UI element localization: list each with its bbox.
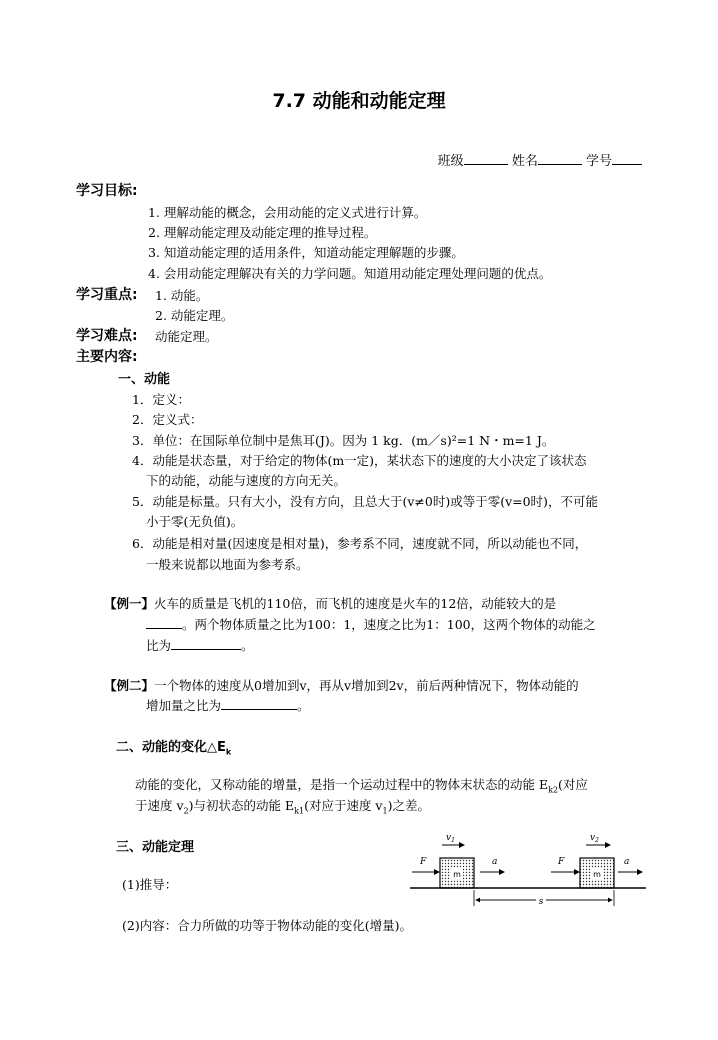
mass-label-left: m	[453, 870, 461, 879]
section2-sub: k2	[548, 785, 559, 795]
example2-line2	[146, 696, 310, 714]
v2-letter: v	[590, 833, 596, 843]
accel-label-right: a	[624, 857, 630, 867]
example2-label: 【例二】	[104, 678, 155, 693]
example2-text: 。	[297, 698, 310, 713]
mass-label-right: m	[593, 870, 601, 879]
v1-sub: 1	[451, 837, 455, 844]
v2-sub: 2	[595, 837, 599, 844]
section2-text: 动能的变化，又称动能的增量，是指一个运动过程中的物体末状态的动能 E	[135, 777, 549, 792]
example2-text: 一个物体的速度从0增加到v，再从v增加到2v，前后两种情况下，物体动能的	[154, 678, 579, 693]
key-point-item: 2. 动能定理。	[155, 308, 234, 323]
page-title: 7.7 动能和动能定理	[272, 90, 446, 112]
id-blank[interactable]	[612, 152, 642, 165]
key-point-item: 1. 动能。	[155, 288, 209, 303]
example1-text: 。	[241, 638, 254, 653]
objective-item: 1. 理解动能的概念，会用动能的定义式进行计算。	[148, 205, 427, 220]
section1-item: 4．动能是状态量，对于给定的物体(m一定)，某状态下的速度的大小决定了该状态	[132, 453, 587, 468]
objective-item: 3. 知道动能定理的适用条件，知道动能定理解题的步骤。	[148, 245, 464, 260]
objectives-heading: 学习目标:	[76, 183, 138, 199]
section2-text: (对应	[558, 777, 588, 792]
section2-sub: k1	[294, 806, 305, 816]
section1-item: 一般来说都以地面为参考系。	[146, 557, 309, 572]
section3-heading: 三、动能定理	[116, 840, 195, 855]
main-content-heading: 主要内容:	[76, 349, 138, 365]
section2-sub: 1	[382, 806, 388, 816]
example1-label: 【例一】	[104, 596, 155, 611]
section1-item: 下的动能，动能与速度的方向无关。	[146, 473, 347, 488]
id-label: 学号	[585, 154, 612, 169]
objective-item: 2. 理解动能定理及动能定理的推导过程。	[148, 225, 377, 240]
section1-item: 2．定义式：	[132, 412, 203, 427]
example2-answer-blank[interactable]	[221, 698, 297, 710]
example1-text: 火车的质量是飞机的110倍，而飞机的速度是火车的12倍，动能较大的是	[154, 596, 557, 611]
section2-text: (对应于速度 v	[304, 798, 383, 813]
section1-item: 6．动能是相对量(因速度是相对量)，参考系不同，速度就不同，所以动能也不同，	[132, 536, 588, 551]
objective-item: 4. 会用动能定理解决有关的力学问题。知道用动能定理处理问题的优点。	[148, 266, 552, 281]
example1-answer-blank[interactable]	[146, 617, 182, 629]
force-label-right: F	[558, 857, 565, 867]
motion-diagram	[408, 826, 648, 912]
section1-item: 5．动能是标量。只有大小，没有方向，且总大于(v≠0时)或等于零(v=0时)，不可能	[132, 494, 598, 509]
theorem-content: (2)内容：合力所做的功等于物体动能的变化(增量)。	[122, 918, 412, 933]
example1-line2	[146, 615, 596, 633]
key-points-heading: 学习重点:	[76, 287, 138, 303]
example1-line3	[146, 636, 254, 654]
example1-text: 比为	[146, 638, 172, 653]
section2-paragraph-line1	[135, 775, 588, 795]
name-label: 姓名	[511, 154, 538, 169]
section2-heading	[116, 736, 231, 757]
name-blank[interactable]	[538, 152, 582, 165]
difficulties-heading: 学习难点:	[76, 328, 138, 344]
section2-text: 于速度 v	[135, 798, 184, 813]
v1-letter: v	[446, 833, 452, 843]
class-blank[interactable]	[464, 152, 508, 165]
section2-heading-sub: k	[225, 747, 232, 757]
section1-item: 小于零(无负值)。	[146, 514, 244, 529]
example2-text: 增加量之比为	[146, 698, 222, 713]
distance-label: s	[538, 897, 544, 907]
class-label: 班级	[437, 154, 464, 169]
section2-text: )与初状态的动能 E	[188, 798, 295, 813]
section2-sub: 2	[183, 806, 189, 816]
section1-heading: 一、动能	[118, 372, 171, 387]
example2-line1	[104, 676, 579, 694]
section1-item: 3．单位：在国际单位制中是焦耳(J)。因为 1 kg．(m／s)²=1 N・m=1 J。	[132, 433, 555, 448]
v1-label	[446, 833, 455, 844]
section1-item: 1．定义：	[132, 392, 190, 407]
force-label-left: F	[420, 857, 427, 867]
section2-text: )之差。	[387, 798, 430, 813]
example1-ratio-blank[interactable]	[171, 638, 241, 650]
example1-text: 。两个物体质量之比为100：1，速度之比为1：100，这两个物体的动能之	[182, 617, 596, 632]
section2-paragraph-line2	[135, 796, 430, 816]
accel-label-left: a	[492, 857, 498, 867]
section2-heading-text: 二、动能的变化△E	[116, 740, 226, 755]
example1-line1	[104, 594, 556, 612]
student-info	[438, 150, 642, 169]
derivation-label: (1)推导：	[122, 877, 178, 892]
difficulties-text: 动能定理。	[155, 329, 218, 344]
v2-label	[590, 833, 599, 844]
